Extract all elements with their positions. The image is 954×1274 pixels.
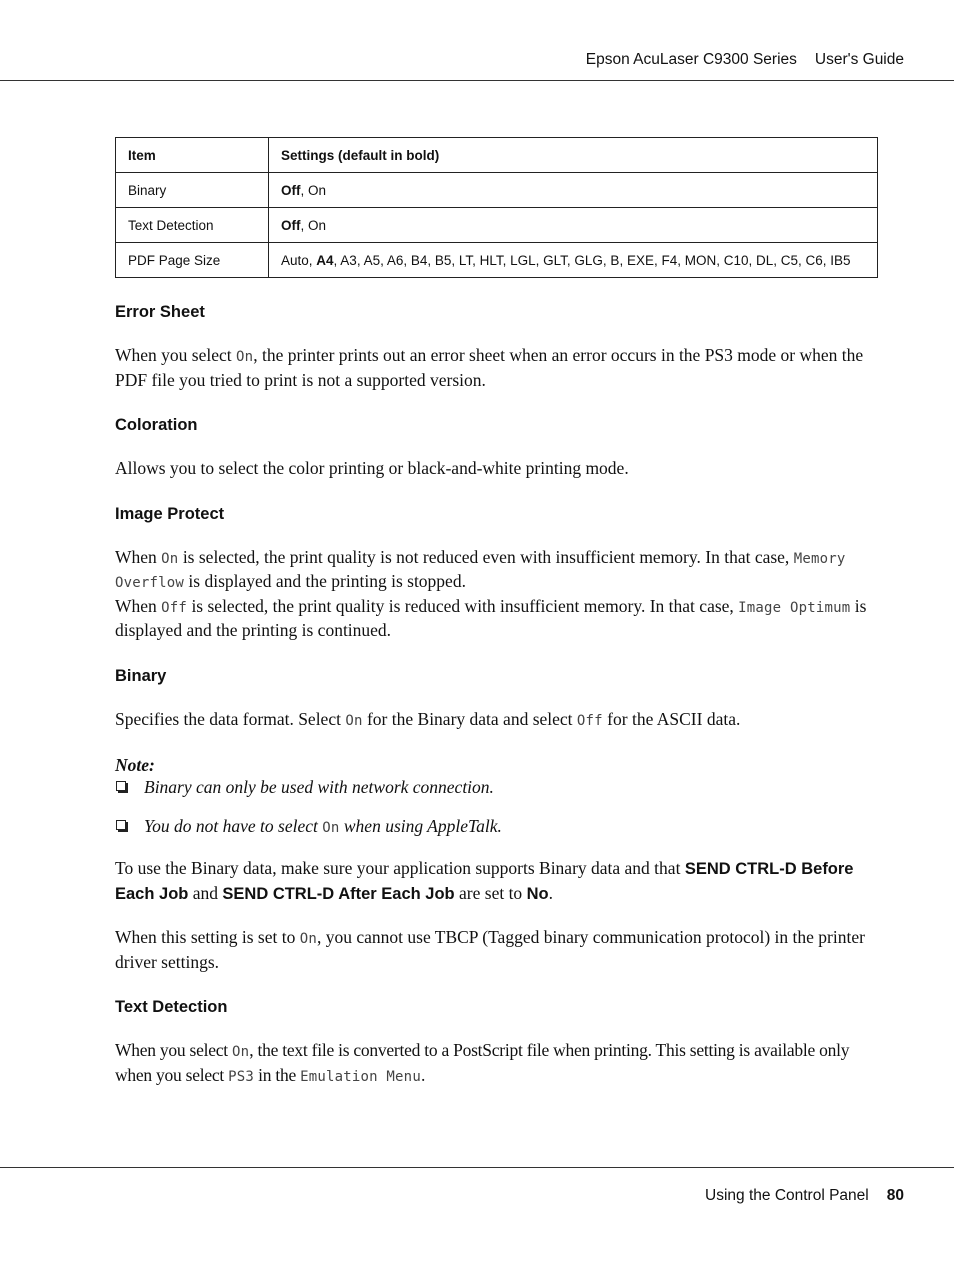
note-item: Binary can only be used with network connection.	[115, 776, 878, 798]
note-item: You do not have to select On when using AppleTalk.	[115, 815, 878, 839]
page-footer	[705, 1187, 904, 1205]
page-header	[586, 51, 904, 69]
table-cell-settings: Off, On	[269, 173, 878, 208]
section-heading-text-detection: Text Detection	[115, 998, 228, 1016]
default-value: Off	[281, 217, 301, 233]
table-row	[116, 208, 878, 243]
binary-usage-paragraph: To use the Binary data, make sure your application supports Binary data and that SEND CTRL-D Before Each Job and SEND CTRL-D After Each Job are set to No.	[115, 858, 854, 903]
section-heading-error-sheet: Error Sheet	[115, 303, 205, 321]
section-heading-coloration: Coloration	[115, 416, 198, 434]
table-cell-item: PDF Page Size	[116, 243, 269, 278]
main-content	[115, 300, 878, 1088]
note-label: Note:	[115, 755, 155, 775]
checkbox-bullet-icon	[116, 820, 126, 830]
table-header-row	[116, 138, 878, 173]
coloration-paragraph: Allows you to select the color printing or black-and-white printing mode.	[115, 458, 629, 478]
error-sheet-paragraph: When you select On, the printer prints out an error sheet when an error occurs in the PS3 mode or when the PDF file you tried to print is not a supported version.	[115, 345, 864, 390]
header-guide: User's Guide	[814, 51, 904, 68]
settings-table	[115, 137, 878, 278]
table-cell-item: Text Detection	[116, 208, 269, 243]
default-value: A4	[316, 252, 334, 268]
binary-paragraph: Specifies the data format. Select On for the Binary data and select Off for the ASCII data.	[115, 708, 741, 729]
table-row	[116, 173, 878, 208]
section-heading-binary: Binary	[115, 666, 167, 685]
table-cell-item: Binary	[116, 173, 269, 208]
text-detection-paragraph: When you select On, the text file is converted to a PostScript file when printing. This setting is available only when you select PS3 in the Emulation Menu.	[115, 1040, 850, 1085]
table-row	[116, 243, 878, 278]
binary-tbcp-paragraph: When this setting is set to On, you cannot use TBCP (Tagged binary communication protocol) in the printer driver settings.	[115, 927, 865, 972]
table-cell-settings: Auto, A4, A3, A5, A6, B4, B5, LT, HLT, LGL, GLT, GLG, B, EXE, F4, MON, C10, DL, C5, C6, IB5	[269, 243, 878, 278]
table-header-item: Item	[116, 138, 269, 173]
header-rule	[0, 80, 954, 81]
default-value: Off	[281, 182, 301, 198]
footer-section: Using the Control Panel	[705, 1187, 869, 1204]
table-cell-settings: Off, On	[269, 208, 878, 243]
table-header-settings: Settings (default in bold)	[269, 138, 878, 173]
image-protect-paragraph: When On is selected, the print quality is not reduced even with insufficient memory. In that case, Memory Overflow is displayed and the printing is stopped. When Off is selected, the print quality is reduced with insufficient memory. In that case, Image Optimum is displayed and the printing is continued.	[115, 546, 867, 640]
section-heading-image-protect: Image Protect	[115, 504, 225, 523]
page-number: 80	[886, 1187, 904, 1204]
footer-rule	[0, 1167, 954, 1168]
header-product: Epson AcuLaser C9300 Series	[585, 51, 797, 68]
checkbox-bullet-icon	[116, 781, 126, 791]
